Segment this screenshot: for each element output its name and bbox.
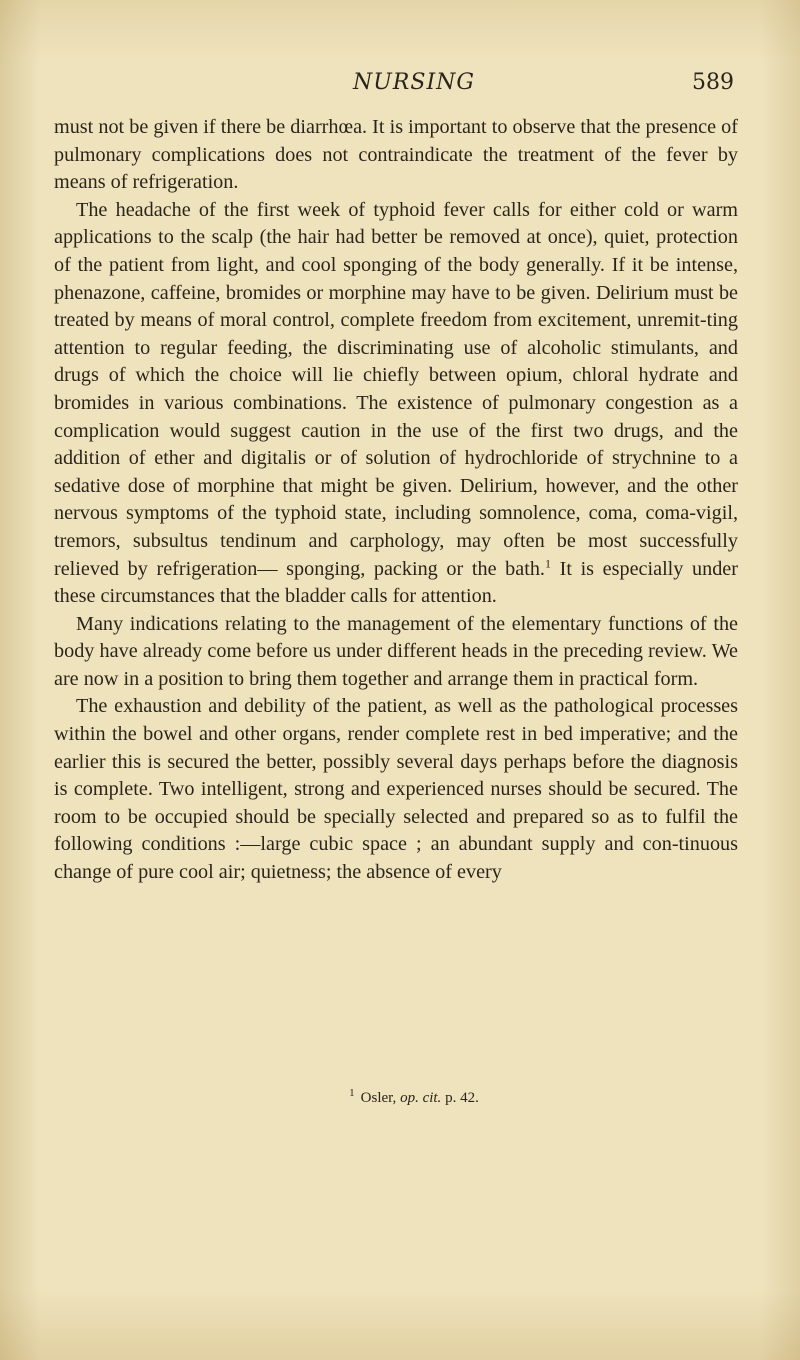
body-text bbox=[54, 114, 738, 887]
paragraph-exhaustion: The exhaustion and debility of the patient, as well as the pathological processes within the bowel and other organs, render complete rest in bed imperative; and the earlier this is secured the better, possibly several days perhaps before the diagnosis is complete. Two intelligent, strong and experienced nurses should be secured. The room to be occupied should be specially selected and prepared so as to fulfil the following conditions :—large cubic space ; an abundant supply and con-tinuous change of pure cool air; quietness; the absence of every bbox=[54, 695, 738, 884]
paragraph-refrigeration: must not be given if there be diarrhœa. It is important to observe that the presence of pulmonary complications does not contraindicate the treatment of the fever by means of refrigeration. bbox=[54, 116, 738, 194]
paragraph-headache bbox=[54, 197, 738, 611]
page-number: 589 bbox=[692, 70, 734, 95]
footnote-reference: 1 bbox=[544, 555, 551, 570]
paragraph-headache-text: The headache of the first week of typhoid fever calls for either cold or warm applications to the scalp (the hair had better be removed at once), quiet, protection of the patient from light, and cool sponging of the body generally. If it be intense, phenazone, caffeine, bromides or morphine may have to be given. Delirium must be treated by means of moral control, complete freedom from excitement, unremit-ting attention to regular feeding, the discriminating use of alcoholic stimulants, and drugs of which the choice will lie chiefly between opium, chloral hydrate and bromides in various combinations. The existence of pulmonary congestion as a complication would suggest caution in the use of the first two drugs, and the addition of ether and digitalis or of solution of hydrochloride of strychnine to a sedative dose of morphine that might be given. Delirium, however, and the other nervous symptoms of the typhoid state, including somnolence, coma, coma-vigil, tremors, subsultus tendinum and carphology, may often be most successfully relieved by refrigeration— sponging, packing or the bath. bbox=[54, 198, 738, 580]
footnote bbox=[94, 1084, 734, 1107]
footnote-page: p. 42. bbox=[441, 1090, 479, 1106]
footnote-marker: 1 bbox=[349, 1087, 355, 1099]
paragraph-headache-tail: It is especially under these circumstances that the bladder calls for attention. bbox=[54, 557, 738, 608]
footnote-work: op. cit. bbox=[400, 1090, 442, 1106]
footnote-author: Osler, bbox=[360, 1090, 401, 1106]
paragraph-indications: Many indications relating to the management of the elementary functions of the body have already come before us under different heads in the preceding review. We are now in a position to bring them together and arrange them in practical form. bbox=[54, 612, 738, 690]
page-header bbox=[94, 70, 734, 100]
running-title: NURSING bbox=[353, 70, 475, 95]
